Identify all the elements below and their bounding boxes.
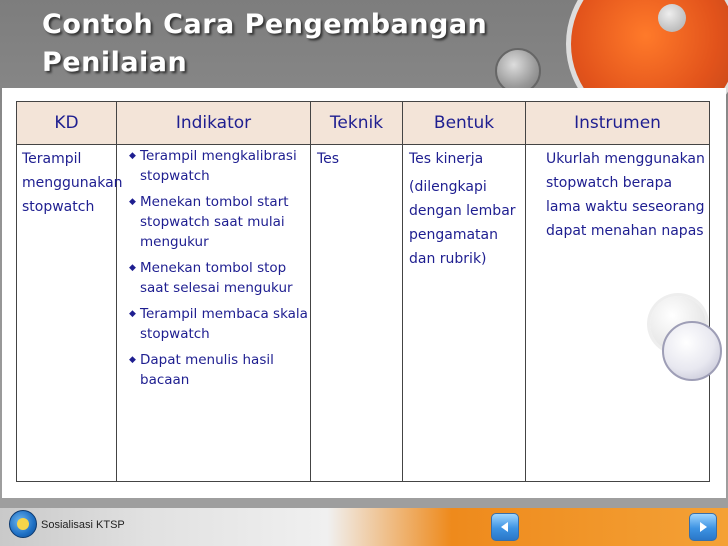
prev-slide-button[interactable]	[491, 513, 519, 541]
header-teknik: Teknik	[311, 102, 403, 145]
slide-title: Contoh Cara Pengembangan Penilaian	[42, 9, 488, 78]
decorative-circle-bubble	[662, 321, 722, 381]
indikator-text: Dapat menulis hasil bacaan	[140, 352, 274, 388]
diamond-bullet-icon: ◆	[129, 197, 136, 207]
diamond-bullet-icon: ◆	[129, 309, 136, 319]
table-row	[17, 145, 710, 482]
indikator-text: Menekan tombol stop saat selesai mengukur	[140, 260, 293, 296]
indikator-item	[126, 350, 308, 390]
cell-bentuk	[403, 145, 526, 482]
indikator-item	[126, 146, 308, 186]
indikator-text: Terampil membaca skala stopwatch	[140, 306, 308, 342]
ministry-logo-icon	[9, 510, 37, 538]
diamond-bullet-icon: ◆	[129, 355, 136, 365]
bentuk-line: (dilengkapi dengan lembar pengamatan dan rubrik)	[409, 179, 516, 267]
indikator-text: Menekan tombol start stopwatch saat mulai mengukur	[140, 194, 289, 250]
header-bentuk: Bentuk	[403, 102, 526, 145]
header-kd: KD	[17, 102, 117, 145]
logo-center	[17, 518, 29, 530]
footer-title: Sosialisasi KTSP	[41, 519, 125, 531]
diamond-bullet-icon: ◆	[129, 263, 136, 273]
decorative-circle-small	[658, 4, 686, 32]
arrow-left-icon	[499, 521, 511, 533]
indikator-list	[117, 145, 310, 390]
indikator-text: Terampil mengkalibrasi stopwatch	[140, 148, 297, 184]
next-slide-button[interactable]	[689, 513, 717, 541]
cell-kd: Terampil menggunakan stopwatch	[17, 145, 117, 482]
assessment-table	[16, 101, 710, 482]
header-indikator: Indikator	[117, 102, 311, 145]
indikator-item	[126, 192, 308, 252]
content-area	[2, 88, 726, 498]
cell-instrumen: Ukurlah menggunakan stopwatch berapa lama waktu seseorang dapat menahan napas	[526, 145, 710, 482]
cell-teknik: Tes	[311, 145, 403, 482]
cell-indikator	[117, 145, 311, 482]
arrow-right-icon	[697, 521, 709, 533]
header-instrumen: Instrumen	[526, 102, 710, 145]
indikator-item	[126, 258, 308, 298]
table-header-row	[17, 102, 710, 145]
diamond-bullet-icon: ◆	[129, 151, 136, 161]
bentuk-line: Tes kinerja	[409, 151, 484, 167]
indikator-item	[126, 304, 308, 344]
